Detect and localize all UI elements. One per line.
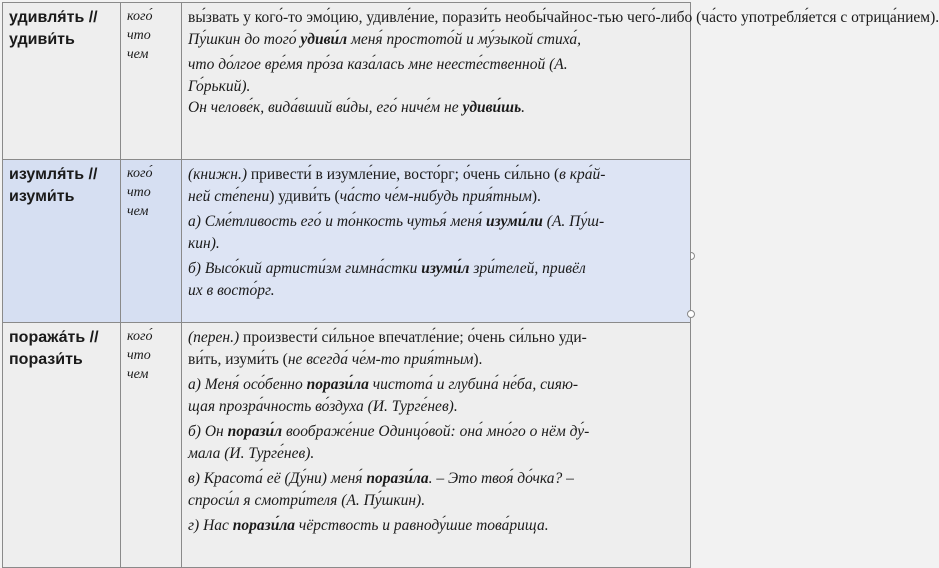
definition-line bbox=[188, 258, 684, 280]
text-segment: чистота́ и глубина́ не́ба, сияю- bbox=[368, 376, 579, 393]
text-segment: ) удиви́ть ( bbox=[269, 187, 340, 205]
text-segment: (перен.) bbox=[188, 329, 240, 346]
definition-line bbox=[188, 76, 684, 98]
headword-line: удиви́ть bbox=[9, 31, 75, 48]
definition-paragraph bbox=[188, 468, 684, 511]
table-row bbox=[3, 323, 691, 568]
government-line: что bbox=[127, 28, 151, 43]
definition-line bbox=[188, 233, 684, 255]
headword-example: порази́ла bbox=[306, 376, 369, 393]
government-line: чем bbox=[127, 367, 149, 382]
definition-line bbox=[188, 396, 684, 418]
definition-line bbox=[188, 468, 684, 490]
headword-line: поража́ть // bbox=[9, 329, 99, 346]
text-segment: в кра́й- bbox=[559, 166, 606, 183]
definition-line bbox=[188, 97, 684, 119]
text-segment: Он челове́к, вида́вший ви́ды, его́ ниче́м не bbox=[188, 99, 463, 116]
table-row bbox=[3, 3, 691, 160]
text-segment: (А. Пу́ш- bbox=[542, 213, 605, 230]
text-segment: Го́рький). bbox=[188, 77, 251, 95]
headword-cell bbox=[3, 160, 121, 323]
definition-line bbox=[188, 280, 684, 302]
text-segment: воображе́ние Одинцо́вой: она́ мно́го о нём ду́- bbox=[282, 423, 590, 440]
definition-paragraph bbox=[188, 515, 684, 537]
headword-cell bbox=[3, 3, 121, 160]
headword-example: удиви́л bbox=[300, 30, 348, 48]
text-segment: что до́лгое вре́мя про́за каза́лась мне неесте́ственной (А. bbox=[188, 56, 568, 73]
headword-example: изуми́л bbox=[421, 260, 470, 277]
headword-example: изуми́ли bbox=[486, 213, 543, 230]
text-segment: (книжн.) bbox=[188, 166, 247, 183]
table-row bbox=[3, 160, 691, 323]
text-segment: щая прозра́чность во́здуха (И. Турге́нев). bbox=[188, 397, 458, 415]
text-segment: их в восто́рг. bbox=[188, 281, 275, 299]
definition-paragraph bbox=[188, 211, 684, 254]
definition-paragraph bbox=[188, 327, 684, 370]
definition-cell bbox=[182, 160, 691, 323]
definition-cell bbox=[182, 3, 939, 160]
text-segment: вы́звать у кого́-то эмо́цию, удивле́ние, порази́ть необы́чайнос- bbox=[188, 9, 598, 26]
text-segment: Пу́шкин до того́ bbox=[188, 30, 301, 48]
headword-cell bbox=[3, 323, 121, 568]
government-cell bbox=[121, 160, 182, 323]
government-line: чем bbox=[127, 47, 149, 62]
text-segment: а) Сме́тливость его́ и то́нкость чутья́ меня́ bbox=[188, 213, 487, 230]
headword-line: изумля́ть // bbox=[9, 166, 98, 183]
headword-example: порази́ла bbox=[232, 517, 296, 534]
definition-paragraph bbox=[188, 164, 684, 207]
text-segment: спроси́л я смотри́теля (А. Пу́шкин). bbox=[188, 491, 426, 509]
headword-example: порази́ла bbox=[366, 470, 429, 487]
government-line: кого́ bbox=[127, 329, 153, 344]
definition-line bbox=[188, 211, 684, 233]
text-segment: ней сте́пени bbox=[188, 187, 270, 205]
definition-cell bbox=[182, 323, 691, 568]
text-segment: ви́ть, изуми́ть ( bbox=[188, 350, 288, 368]
government-line: кого́ bbox=[127, 9, 153, 24]
definition-line bbox=[188, 164, 684, 186]
text-segment: ). bbox=[473, 350, 483, 368]
text-segment: а) Меня́ осо́бенно bbox=[188, 376, 307, 393]
text-segment: г) Нас bbox=[188, 517, 233, 534]
definition-paragraph bbox=[188, 54, 684, 119]
government-cell bbox=[121, 323, 182, 568]
text-segment: б) Он bbox=[188, 423, 228, 440]
headword-example: порази́л bbox=[227, 423, 283, 440]
definition-line bbox=[188, 29, 684, 51]
text-segment: тью чего́-либо (ча́сто употребля́ется с отрица́нием). bbox=[597, 9, 939, 26]
definition-paragraph bbox=[188, 421, 684, 464]
government-cell bbox=[121, 3, 182, 160]
text-segment: ). bbox=[531, 187, 541, 205]
text-segment: б) Высо́кий артисти́зм гимна́стки bbox=[188, 260, 422, 277]
dictionary-table bbox=[2, 2, 939, 568]
text-segment: . bbox=[521, 99, 526, 116]
definition-paragraph bbox=[188, 258, 684, 301]
definition-line bbox=[188, 349, 684, 371]
government-line: чем bbox=[127, 204, 149, 219]
definition-line bbox=[188, 54, 684, 76]
headword-example: удиви́шь bbox=[462, 99, 522, 116]
text-segment: в) Красота́ её (Ду́ни) меня́ bbox=[188, 470, 367, 487]
definition-paragraph bbox=[188, 7, 939, 50]
definition-paragraph bbox=[188, 374, 684, 417]
definition-line bbox=[188, 7, 939, 29]
definition-line bbox=[188, 490, 684, 512]
text-segment: мала (И. Турге́нев). bbox=[188, 444, 315, 462]
definition-line bbox=[188, 421, 684, 443]
headword-line: изуми́ть bbox=[9, 188, 75, 205]
text-segment: произвести́ си́льное впечатле́ние; о́чень си́льно уди- bbox=[239, 329, 587, 346]
text-segment: чёрствость и равноду́шие това́рища. bbox=[295, 517, 549, 534]
text-segment: . – Это твоя́ до́чка? – bbox=[428, 470, 574, 487]
definition-line bbox=[188, 443, 684, 465]
definition-line bbox=[188, 374, 684, 396]
text-segment: зри́телей, привёл bbox=[469, 260, 586, 277]
text-segment: не всегда́ че́м-то прия́тным bbox=[287, 350, 474, 368]
definition-line bbox=[188, 186, 684, 208]
headword-line: удивля́ть // bbox=[9, 9, 98, 26]
text-segment: привести́ в изумле́ние, восто́рг; о́чень си́льно ( bbox=[247, 166, 560, 183]
government-line: кого́ bbox=[127, 166, 153, 181]
headword-line: порази́ть bbox=[9, 351, 83, 368]
definition-line bbox=[188, 515, 684, 537]
definition-line bbox=[188, 327, 684, 349]
text-segment: меня́ простото́й и му́зыкой стиха́, bbox=[347, 30, 582, 48]
government-line: что bbox=[127, 185, 151, 200]
text-segment: ча́сто че́м-нибудь прия́тным bbox=[339, 187, 532, 205]
government-line: что bbox=[127, 348, 151, 363]
text-segment: кин). bbox=[188, 234, 220, 252]
